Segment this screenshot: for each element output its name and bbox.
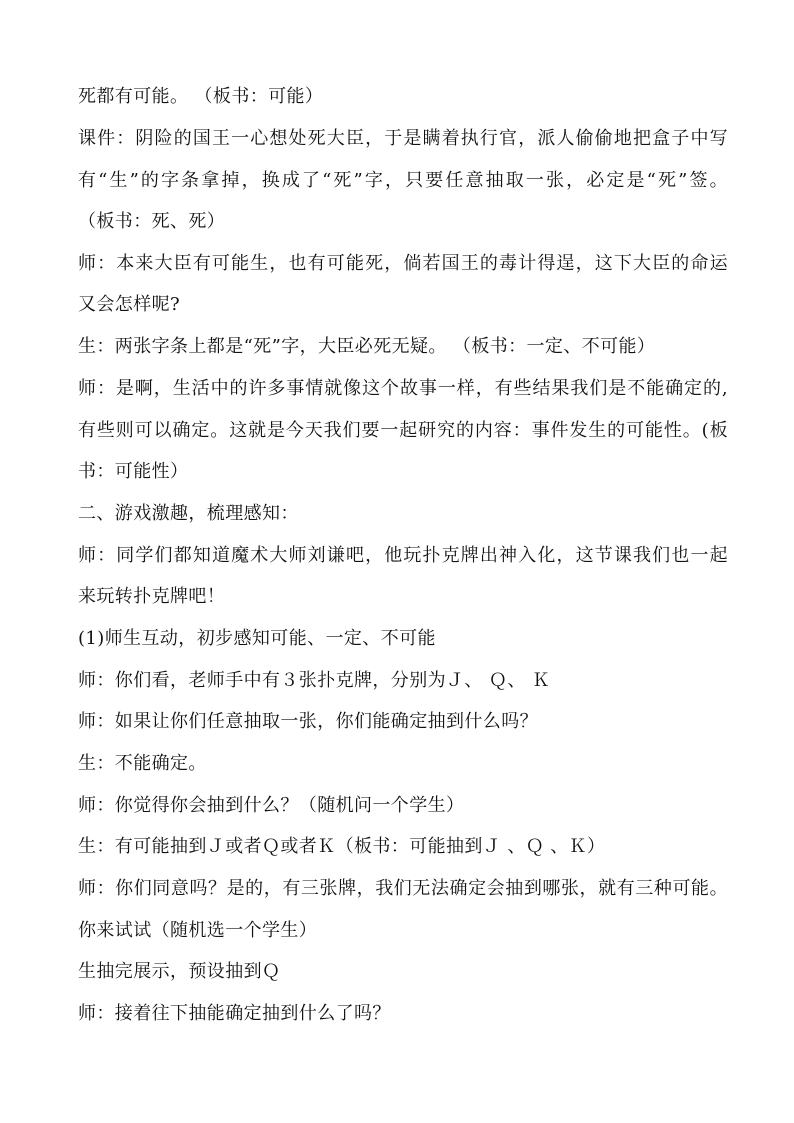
text-line: 来玩转扑克牌吧！ <box>78 586 226 607</box>
text-line: 书：可能性） <box>78 461 189 482</box>
text-line: 生抽完展示，预设抽到Ｑ <box>78 961 281 982</box>
text-line: 又会怎样呢? <box>78 294 181 315</box>
text-line: 生：不能确定。 <box>78 753 207 774</box>
text-line: 生：有可能抽到Ｊ或者Ｑ或者Ｋ（板书：可能抽到Ｊ 、Ｑ 、Ｋ） <box>78 836 606 857</box>
text-line: 师：接着往下抽能确定抽到什么了吗？ <box>78 1003 391 1024</box>
text-line: 课件：阴险的国王一心想处死大臣，于是瞒着执行官，派人偷偷地把盒子中写 <box>78 128 728 149</box>
text-line: 师：如果让你们任意抽取一张，你们能确定抽到什么吗？ <box>78 711 538 732</box>
text-line: 死都有可能。 （板书：可能） <box>78 86 324 107</box>
text-line: 师：你们看，老师手中有３张扑克牌，分别为Ｊ、 Ｑ、 Ｋ <box>78 670 551 691</box>
text-line: 师：同学们都知道魔术大师刘谦吧，他玩扑克牌出神入化，这节课我们也一起 <box>78 545 728 566</box>
text-line: 师：是啊，生活中的许多事情就像这个故事一样，有些结果我们是不能确定的, <box>78 378 728 399</box>
text-line: 有“生”的字条拿掉，换成了“死”字，只要任意抽取一张，必定是“死”签。 <box>78 170 728 191</box>
text-line: 师：你觉得你会抽到什么？（随机问一个学生） <box>78 795 465 816</box>
text-line: 师：你们同意吗？是的，有三张牌，我们无法确定会抽到哪张，就有三种可能。 <box>78 878 728 899</box>
text-line: 有些则可以确定。这就是今天我们要一起研究的内容：事件发生的可能性。(板 <box>78 420 728 441</box>
text-line: (1)师生互动，初步感知可能、一定、不可能 <box>78 628 436 649</box>
text-line: 师：本来大臣有可能生，也有可能死，倘若国王的毒计得逞，这下大臣的命运 <box>78 253 728 274</box>
section-heading: 二、游戏激趣，梳理感知： <box>78 503 299 524</box>
text-line: 你来试试（随机选一个学生） <box>78 920 318 941</box>
text-line: 生：两张字条上都是“死”字，大臣必死无疑。 （板书：一定、不可能） <box>78 336 656 357</box>
text-line: （板书：死、死） <box>78 211 226 232</box>
